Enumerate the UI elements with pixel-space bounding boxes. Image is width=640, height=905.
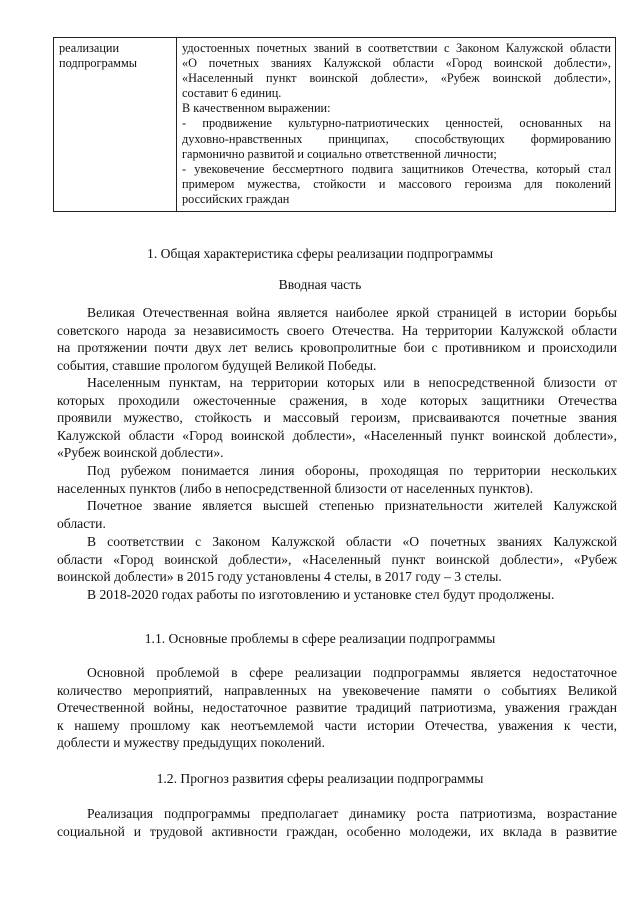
- content-line: В качественном выражении:: [182, 101, 331, 116]
- paragraph-line: на протяжении почти двух лет велись кровопролитные бои с противником и происходили: [57, 340, 617, 356]
- paragraph-line: к нашему прошлому как неотъемлемой части истории Отечества, уважения к чести,: [57, 717, 617, 733]
- paragraph-line: Великая Отечественная война является наиболее яркой страницей в истории борьбы: [87, 305, 617, 320]
- table-row: [54, 38, 616, 212]
- content-line: российских граждан: [182, 191, 290, 206]
- paragraph-line: Калужской области «Город воинской доблести», «Населенный пункт воинской доблести»,: [57, 427, 617, 443]
- table-label-cell: [54, 38, 177, 212]
- paragraph-line: Населенным пунктам, на территории которых или в непосредственной близости от: [87, 375, 617, 390]
- paragraph: [57, 462, 617, 497]
- section-1-title: 1. Общая характеристика сферы реализации подпрограммы: [147, 246, 493, 261]
- paragraph-line: события, ставшие прологом будущей Великой Победы.: [57, 357, 377, 373]
- paragraph: [57, 497, 617, 532]
- content-line: - увековечение бессмертного подвига защитников Отечества, который стал: [182, 161, 611, 176]
- paragraph-line: Под рубежом понимается линия обороны, проходящая по территории нескольких: [87, 463, 617, 478]
- paragraph-line: воинской доблести» в 2015 году установлены 4 стелы, в 2017 году – 3 стелы.: [57, 569, 502, 585]
- paragraph: [57, 374, 617, 462]
- content-line: «О почетных званиях Калужской области «Город воинской доблести»,: [182, 56, 611, 71]
- content-line: духовно-нравственных принципах, способствующих формированию: [182, 131, 611, 146]
- results-table: [53, 37, 616, 212]
- content-line: примером мужества, стойкости и массового героизма для поколений: [182, 176, 611, 191]
- content-line: - продвижение культурно-патриотических ценностей, основанных на: [182, 116, 611, 131]
- content-line: удостоенных почетных званий в соответствии с Законом Калужской области: [182, 41, 611, 55]
- paragraph-line: доблести и мужеству предыдущих поколений.: [57, 735, 325, 751]
- paragraph-line: Почетное звание является высшей степенью признательности жителей Калужской: [87, 498, 617, 513]
- section-1-1-title: 1.1. Основные проблемы в сфере реализации подпрограммы: [144, 631, 496, 646]
- paragraph: [57, 586, 617, 604]
- content-line: «Населенный пункт воинской доблести», «Рубеж воинской доблести»,: [182, 71, 611, 86]
- paragraph-line: В 2018-2020 годах работы по изготовлению и установке стел будут продолжены.: [87, 587, 555, 602]
- paragraph-line: Отечественной войны, недостаточное развитие традиций патриотизма, уважения граждан: [57, 700, 617, 716]
- paragraph: [57, 533, 617, 586]
- paragraph-line: области «Город воинской доблести», «Населенный пункт воинской доблести», «Рубеж: [57, 551, 617, 567]
- paragraph-line: «Рубеж воинской доблести».: [57, 445, 224, 461]
- paragraph: [57, 805, 617, 840]
- paragraph-line: социальной и трудовой активности граждан, особенно молодежи, их вклада в развитие: [57, 823, 617, 839]
- paragraph-line: советского народа за независимость своего Отечества. На территории Калужской области: [57, 322, 617, 338]
- paragraph-line: которых проходили ожесточенные сражения, в ходе которых защитники Отечества: [57, 392, 617, 408]
- table-content-cell: [177, 38, 616, 212]
- label-line: реализации: [59, 41, 120, 55]
- content-line: составит 6 единиц.: [182, 86, 282, 101]
- paragraph: [57, 304, 617, 374]
- paragraph: [57, 664, 617, 752]
- section-1-subtitle: Вводная часть: [278, 277, 362, 292]
- paragraph-line: Основной проблемой в сфере реализации подпрограммы является недостаточное: [87, 665, 617, 680]
- paragraph-line: Реализация подпрограммы предполагает динамику роста патриотизма, возрастание: [87, 806, 617, 821]
- paragraph-line: В соответствии с Законом Калужской области «О почетных званиях Калужской: [87, 534, 617, 549]
- paragraph-line: количество мероприятий, направленных на увековечение памяти о событиях Великой: [57, 682, 617, 698]
- section-1-2-title: 1.2. Прогноз развития сферы реализации подпрограммы: [156, 771, 484, 786]
- paragraph-line: населенных пунктов (либо в непосредственной близости от населенных пунктов).: [57, 480, 534, 496]
- paragraph-line: проявили мужество, стойкость и массовый героизм, присваиваются почетные звания: [57, 410, 617, 426]
- content-line: гармонично развитой и социально ответственной личности;: [182, 146, 497, 161]
- paragraph-line: области.: [57, 515, 106, 531]
- label-line: подпрограммы: [59, 56, 137, 70]
